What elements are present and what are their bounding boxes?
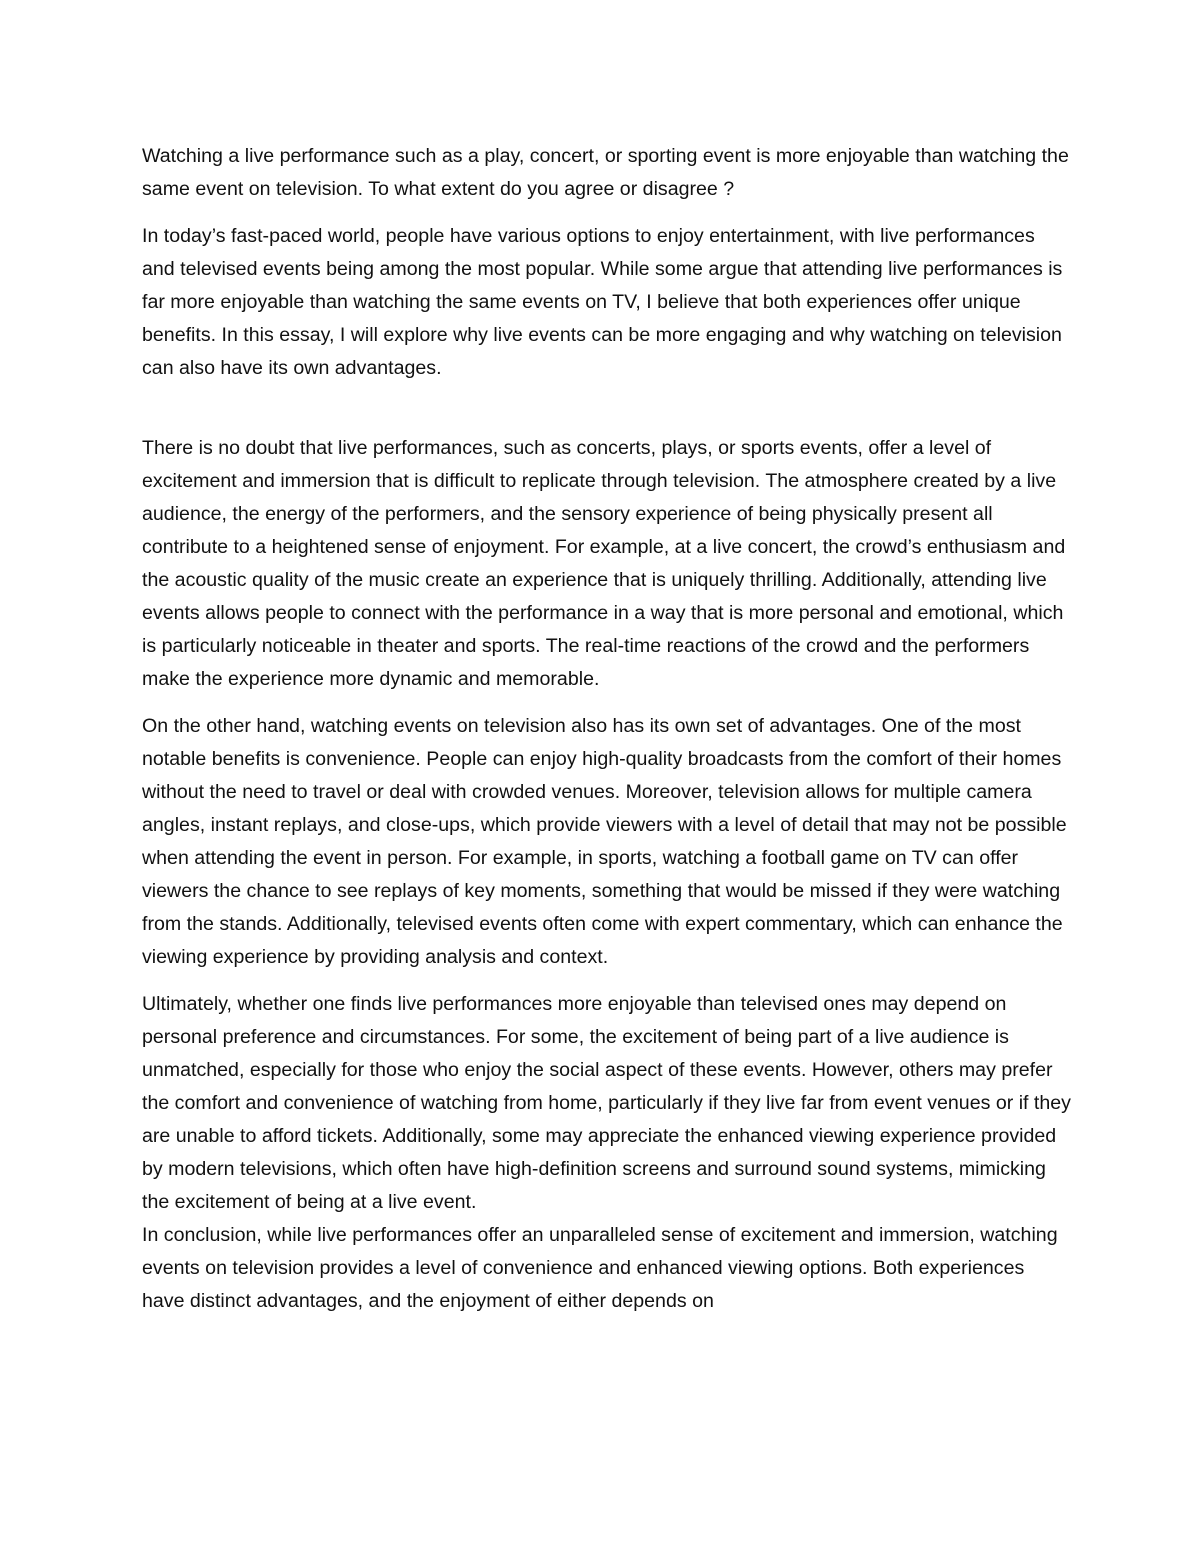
introduction-paragraph: In today’s fast-paced world, people have various options to enjoy entertainment, with live performances and televised events being among the most popular. While some argue that attending live performances is far more enjoyable than watching the same events on TV, I believe that both experiences offer unique benefits. In this essay, I will explore why live events can be more engaging and why watching on television can also have its own advantages. <box>142 225 1063 379</box>
document-body <box>142 140 1072 1318</box>
conclusion-paragraph: In conclusion, while live performances offer an unparalleled sense of excitement and immersion, watching events on television provides a level of convenience and enhanced viewing options. Both experiences have distinct advantages, and the enjoyment of either depends on <box>142 1224 1058 1312</box>
body-paragraph-live-performances: There is no doubt that live performances, such as concerts, plays, or sports events, offer a level of excitement and immersion that is difficult to replicate through television. The atmosphere created by a live audience, the energy of the performers, and the sensory experience of being physically present all contribute to a heightened sense of enjoyment. For example, at a live concert, the crowd’s enthusiasm and the acoustic quality of the music create an experience that is uniquely thrilling. Additionally, attending live events allows people to connect with the performance in a way that is more personal and emotional, which is particularly noticeable in theater and sports. The real-time reactions of the crowd and the performers make the experience more dynamic and memorable. <box>142 437 1066 690</box>
essay-prompt-paragraph: Watching a live performance such as a play, concert, or sporting event is more enjoyable than watching the same event on television. To what extent do you agree or disagree ? <box>142 145 1069 200</box>
body-paragraph-television: On the other hand, watching events on television also has its own set of advantages. One of the most notable benefits is convenience. People can enjoy high-quality broadcasts from the comfort of their homes without the need to travel or deal with crowded venues. Moreover, television allows for multiple camera angles, instant replays, and close-ups, which provide viewers with a level of detail that may not be possible when attending the event in person. For example, in sports, watching a football game on TV can offer viewers the chance to see replays of key moments, something that would be missed if they were watching from the stands. Additionally, televised events often come with expert commentary, which can enhance the viewing experience by providing analysis and context. <box>142 715 1067 968</box>
body-paragraph-preference: Ultimately, whether one finds live performances more enjoyable than televised ones may depend on personal preference and circumstances. For some, the excitement of being part of a live audience is unmatched, especially for those who enjoy the social aspect of these events. However, others may prefer the comfort and convenience of watching from home, particularly if they live far from event venues or if they are unable to afford tickets. Additionally, some may appreciate the enhanced viewing experience provided by modern televisions, which often have high-definition screens and surround sound systems, mimicking the excitement of being at a live event. <box>142 993 1071 1213</box>
